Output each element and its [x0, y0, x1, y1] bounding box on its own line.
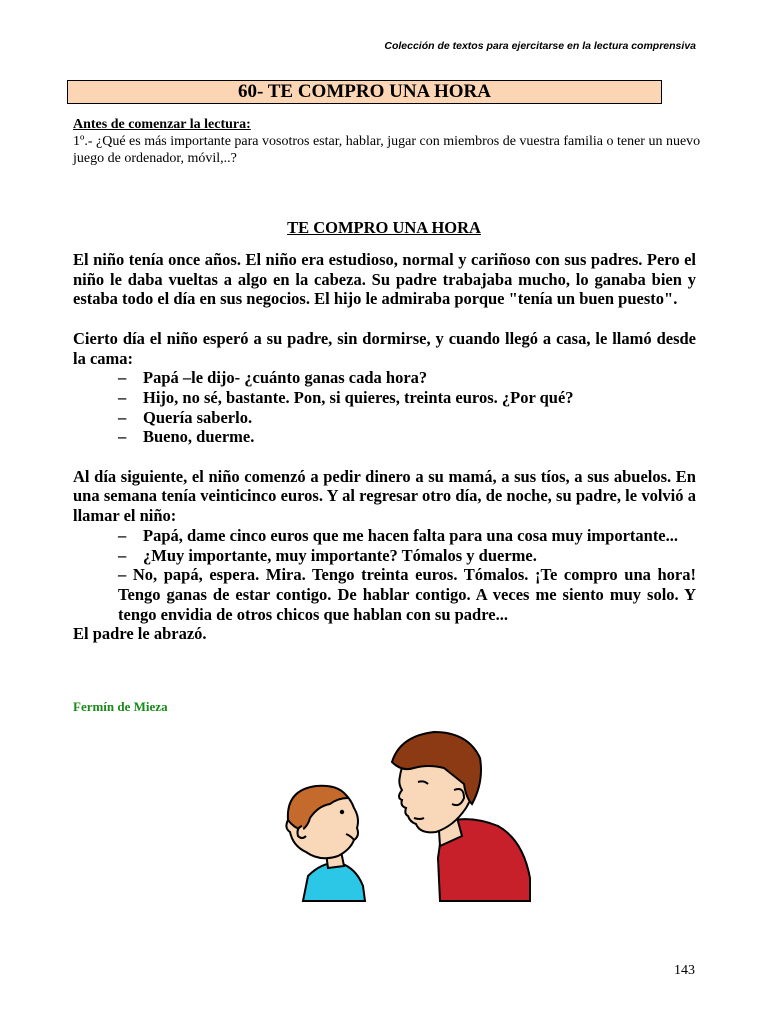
- page-title: 60- TE COMPRO UNA HORA: [67, 80, 662, 104]
- pre-reading-heading: Antes de comenzar la lectura:: [73, 117, 251, 132]
- page-number: 143: [674, 963, 695, 978]
- pre-reading-question: 1º.- ¿Qué es más importante para vosotros estar, hablar, jugar con miembros de vuestra familia o tener un nuevo juego de ordenador, móvil,..?: [73, 134, 701, 166]
- story-paragraph: Cierto día el niño esperó a su padre, sin dormirse, y cuando llegó a casa, le llamó desde la cama:: [73, 328, 696, 368]
- story-paragraph: El niño tenía once años. El niño era estudioso, normal y cariñoso con sus padres. Pero el niño le daba vueltas a algo en la cabeza. Su padre trabajaba mucho, lo ganaba bien y estaba todo el día en sus negocios. El hijo le admiraba porque "tenía un buen puesto".: [73, 250, 696, 309]
- father-figure: [392, 732, 530, 901]
- story-title: TE COMPRO UNA HORA: [287, 218, 481, 237]
- story-paragraph: Al día siguiente, el niño comenzó a pedir dinero a su mamá, a sus tíos, a sus abuelos. En una semana tenía veinticinco euros. Y al regresar otro día, de noche, su padre, le volvió a llamar el niño:: [73, 466, 696, 526]
- father-son-illustration: [268, 728, 533, 903]
- story-body: [73, 250, 696, 644]
- dialogue-line: – Papá –le dijo- ¿cuánto ganas cada hora?: [118, 368, 428, 388]
- boy-figure: [286, 786, 365, 901]
- dialogue-line: – Quería saberlo.: [118, 407, 253, 427]
- dialogue-line: – Hijo, no sé, bastante. Pon, si quieres, treinta euros. ¿Por qué?: [118, 387, 574, 407]
- story-paragraph: El padre le abrazó.: [73, 624, 207, 644]
- dialogue-line: – Bueno, duerme.: [118, 427, 255, 447]
- page-header: Colección de textos para ejercitarse en la lectura comprensiva: [384, 40, 696, 52]
- dialogue-line: – Papá, dame cinco euros que me hacen falta para una cosa muy importante...: [118, 525, 679, 545]
- dialogue-line: – ¿Muy importante, muy importante? Tómalos y duerme.: [118, 545, 537, 565]
- pre-reading-section: [73, 116, 703, 167]
- dialogue-line: – No, papá, espera. Mira. Tengo treinta euros. Tómalos. ¡Te compro una hora! Tengo ganas de estar contigo. De hablar contigo. A veces me siento muy solo. Y tengo envidia de otros chicos que hablan con su padre...: [118, 565, 696, 624]
- author-name: Fermín de Mieza: [73, 699, 168, 714]
